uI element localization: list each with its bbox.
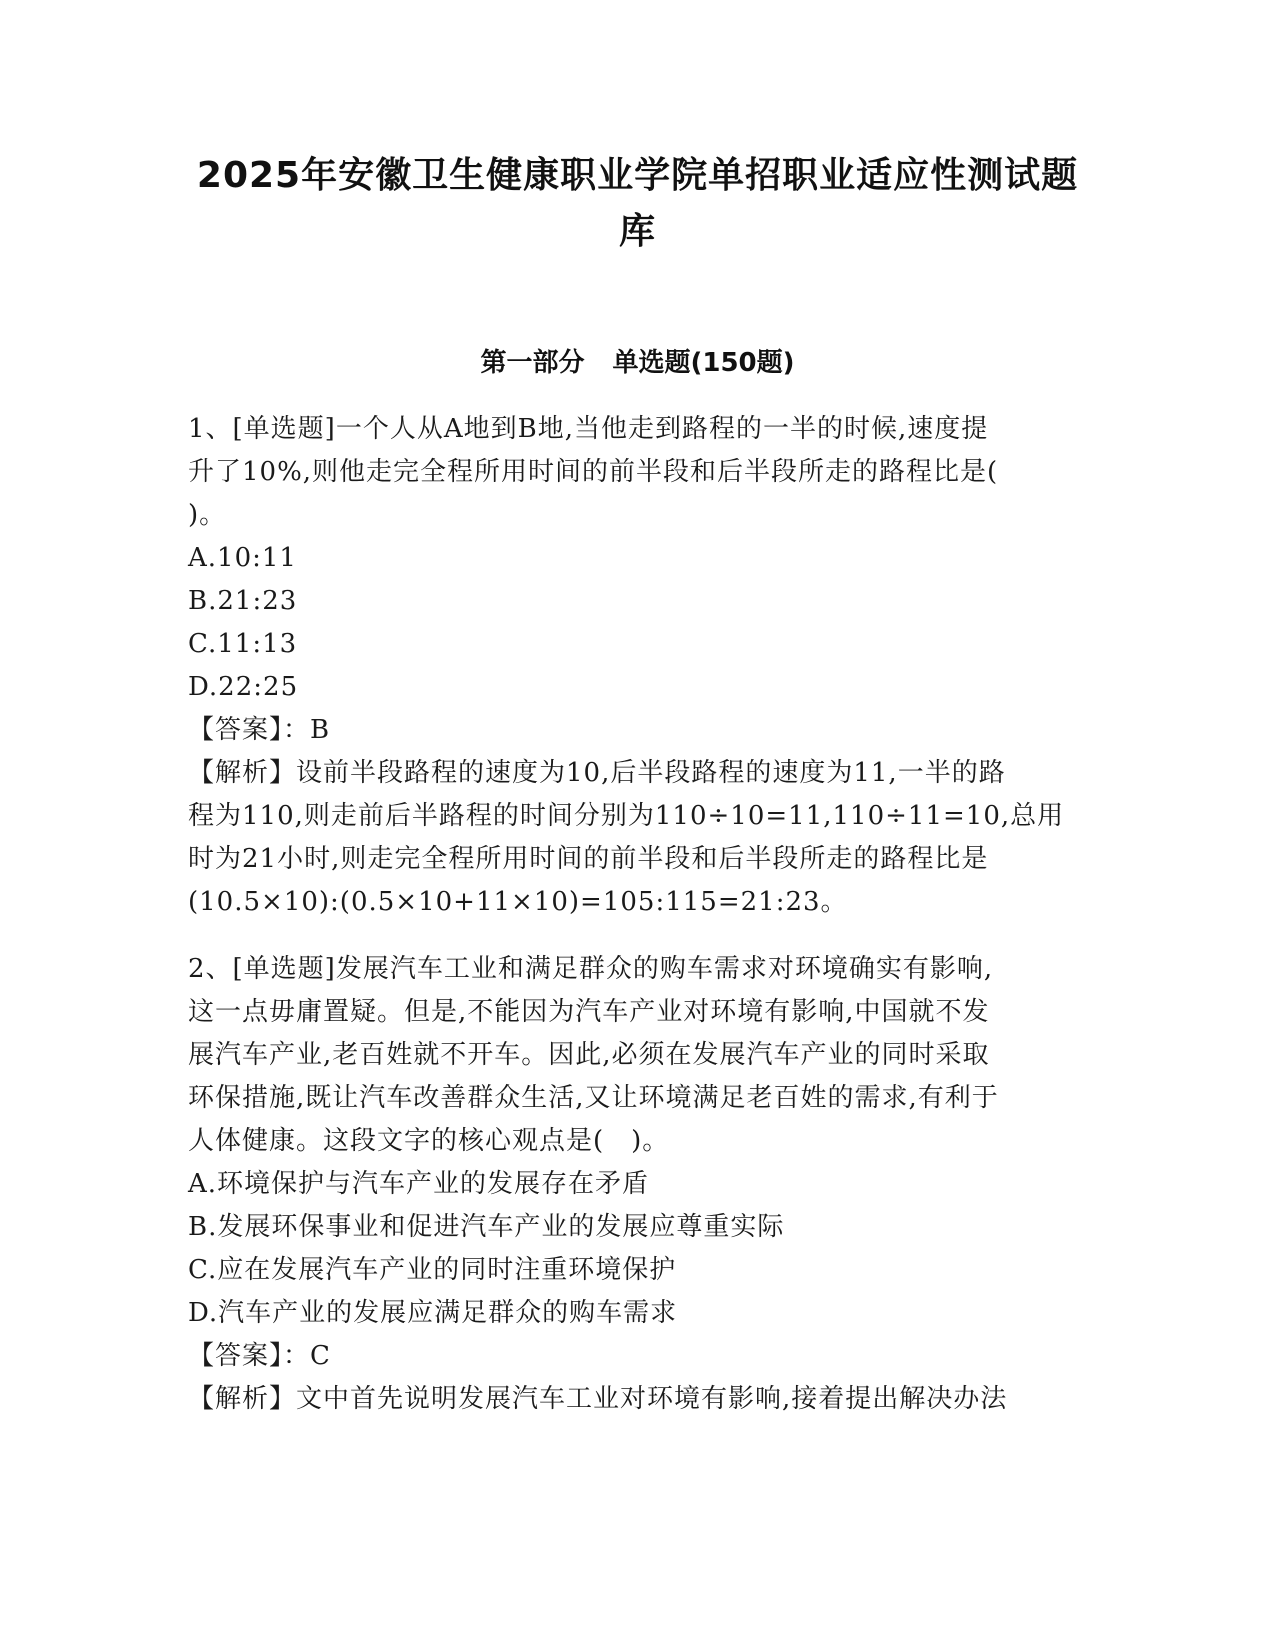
analysis-line: 【解析】设前半段路程的速度为10,后半段路程的速度为11,一半的路 bbox=[188, 758, 1006, 788]
question-stem-line: 2、[单选题]发展汽车工业和满足群众的购车需求对环境确实有影响, bbox=[188, 954, 994, 984]
analysis-line: 【解析】文中首先说明发展汽车工业对环境有影响,接着提出解决办法 bbox=[188, 1384, 1008, 1414]
option-c: C.应在发展汽车产业的同时注重环境保护 bbox=[188, 1255, 677, 1285]
option-b: B.发展环保事业和促进汽车产业的发展应尊重实际 bbox=[188, 1212, 785, 1242]
question-stem-line: 升了10%,则他走完全程所用时间的前半段和后半段所走的路程比是( bbox=[188, 457, 999, 487]
option-d: D.22:25 bbox=[188, 672, 299, 702]
analysis-line: 时为21小时,则走完全程所用时间的前半段和后半段所走的路程比是 bbox=[188, 844, 989, 874]
section-heading bbox=[180, 345, 1095, 381]
question-stem-line: 这一点毋庸置疑。但是,不能因为汽车产业对环境有影响,中国就不发 bbox=[188, 997, 990, 1027]
question-2 bbox=[188, 948, 1088, 1421]
question-stem-line: 1、[单选题]一个人从A地到B地,当他走到路程的一半的时候,速度提 bbox=[188, 414, 989, 444]
option-a: A.环境保护与汽车产业的发展存在矛盾 bbox=[188, 1169, 650, 1199]
option-c: C.11:13 bbox=[188, 629, 298, 659]
question-stem-line: 人体健康。这段文字的核心观点是( )。 bbox=[188, 1126, 670, 1156]
section-part: 第一部分 bbox=[480, 348, 585, 378]
option-d: D.汽车产业的发展应满足群众的购车需求 bbox=[188, 1298, 678, 1328]
analysis-line: (10.5×10):(0.5×10+11×10)=105:115=21:23。 bbox=[188, 887, 848, 917]
answer-line: 【答案】：C bbox=[188, 1341, 331, 1371]
title-line-2: 库 bbox=[618, 211, 656, 252]
section-name: 单选题(150题) bbox=[612, 348, 795, 378]
title-line-1: 2025年安徽卫生健康职业学院单招职业适应性测试题 bbox=[196, 155, 1079, 196]
answer-line: 【答案】：B bbox=[188, 715, 331, 745]
question-stem-line: 展汽车产业,老百姓就不开车。因此,必须在发展汽车产业的同时采取 bbox=[188, 1040, 990, 1070]
analysis-line: 程为110,则走前后半路程的时间分别为110÷10=11,110÷11=10,总用 bbox=[188, 801, 1065, 831]
question-1 bbox=[188, 408, 1088, 924]
question-stem-line: )。 bbox=[188, 500, 227, 530]
question-stem-line: 环保措施,既让汽车改善群众生活,又让环境满足老百姓的需求,有利于 bbox=[188, 1083, 999, 1113]
document-title bbox=[180, 148, 1095, 260]
option-a: A.10:11 bbox=[188, 543, 297, 573]
option-b: B.21:23 bbox=[188, 586, 298, 616]
